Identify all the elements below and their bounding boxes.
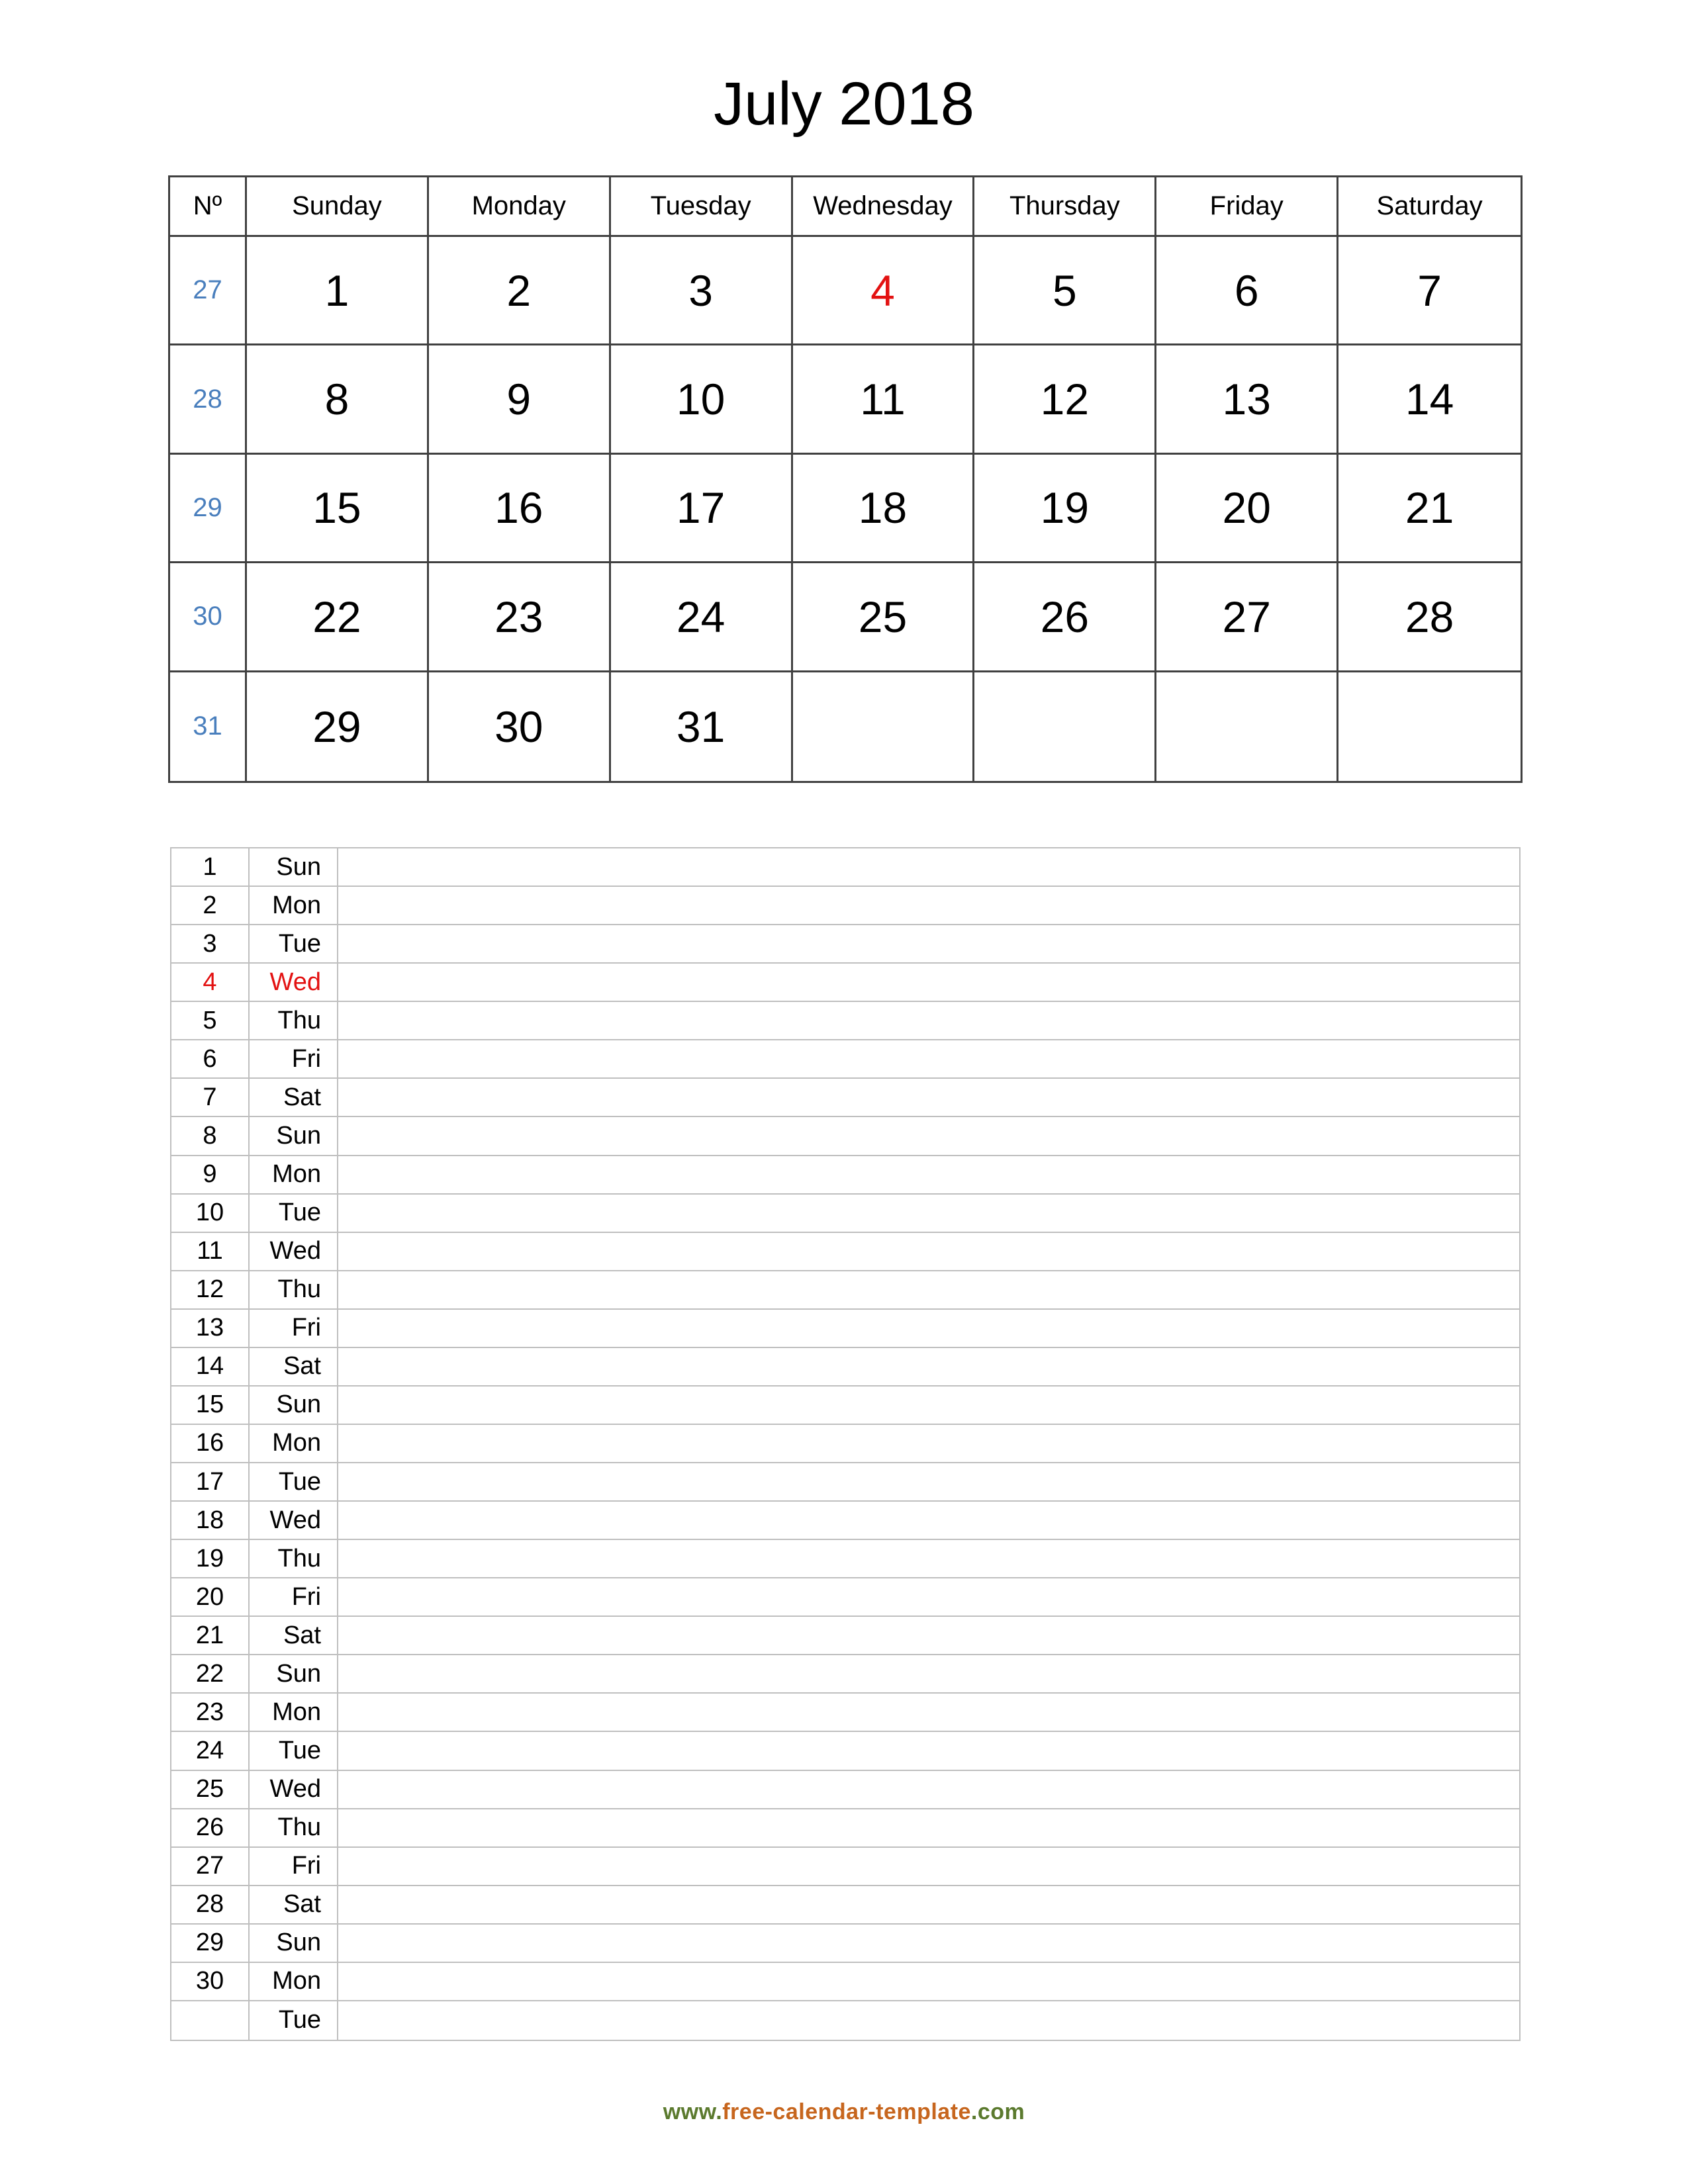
week-number: 31 bbox=[170, 672, 247, 781]
empty-day-cell bbox=[974, 672, 1156, 781]
list-day-number: 19 bbox=[171, 1540, 250, 1578]
list-day-of-week: Sun bbox=[250, 848, 338, 887]
list-day-of-week: Fri bbox=[250, 1310, 338, 1348]
week-number: 29 bbox=[170, 455, 247, 563]
list-day-of-week: Sun bbox=[250, 1655, 338, 1694]
list-day-of-week: Sun bbox=[250, 1925, 338, 1963]
list-day-of-week: Sat bbox=[250, 1079, 338, 1117]
list-note-line[interactable] bbox=[338, 887, 1519, 925]
list-day-of-week: Fri bbox=[250, 1040, 338, 1079]
list-day-number: 9 bbox=[171, 1156, 250, 1195]
list-day-number: 22 bbox=[171, 1655, 250, 1694]
day-cell: 31 bbox=[611, 672, 793, 781]
list-day-number: 29 bbox=[171, 1925, 250, 1963]
list-note-line[interactable] bbox=[338, 1425, 1519, 1463]
list-day-of-week: Thu bbox=[250, 1540, 338, 1578]
day-cell: 25 bbox=[793, 563, 975, 672]
list-note-line[interactable] bbox=[338, 1617, 1519, 1655]
day-cell: 20 bbox=[1156, 455, 1338, 563]
week-number-header: Nº bbox=[170, 177, 247, 237]
daily-notes-list bbox=[170, 847, 1521, 2041]
list-day-number: 13 bbox=[171, 1310, 250, 1348]
empty-day-cell bbox=[1338, 672, 1521, 781]
list-day-number: 28 bbox=[171, 1886, 250, 1925]
list-note-line[interactable] bbox=[338, 1502, 1519, 1540]
day-header-friday: Friday bbox=[1156, 177, 1338, 237]
day-header-saturday: Saturday bbox=[1338, 177, 1521, 237]
day-cell: 22 bbox=[247, 563, 429, 672]
list-day-of-week: Sat bbox=[250, 1348, 338, 1387]
list-note-line[interactable] bbox=[338, 1271, 1519, 1310]
list-day-number: 6 bbox=[171, 1040, 250, 1079]
day-cell: 15 bbox=[247, 455, 429, 563]
list-day-number: 25 bbox=[171, 1771, 250, 1809]
list-note-line[interactable] bbox=[338, 1156, 1519, 1195]
day-header-tuesday: Tuesday bbox=[611, 177, 793, 237]
list-note-line[interactable] bbox=[338, 1348, 1519, 1387]
footer-prefix: www. bbox=[663, 2099, 723, 2124]
day-cell: 18 bbox=[793, 455, 975, 563]
list-day-number: 14 bbox=[171, 1348, 250, 1387]
list-note-line[interactable] bbox=[338, 2001, 1519, 2040]
list-note-line[interactable] bbox=[338, 1655, 1519, 1694]
list-note-line[interactable] bbox=[338, 1310, 1519, 1348]
list-day-of-week: Wed bbox=[250, 1502, 338, 1540]
list-day-of-week: Tue bbox=[250, 2001, 338, 2040]
list-day-number: 12 bbox=[171, 1271, 250, 1310]
list-day-of-week: Sat bbox=[250, 1886, 338, 1925]
list-day-number: 4 bbox=[171, 964, 250, 1002]
day-cell: 24 bbox=[611, 563, 793, 672]
day-cell: 11 bbox=[793, 345, 975, 454]
day-header-monday: Monday bbox=[429, 177, 611, 237]
list-day-number: 8 bbox=[171, 1117, 250, 1156]
day-header-sunday: Sunday bbox=[247, 177, 429, 237]
list-note-line[interactable] bbox=[338, 1463, 1519, 1502]
list-day-number: 21 bbox=[171, 1617, 250, 1655]
list-note-line[interactable] bbox=[338, 1963, 1519, 2001]
list-day-of-week: Wed bbox=[250, 1233, 338, 1271]
list-day-number: 5 bbox=[171, 1002, 250, 1040]
day-cell: 9 bbox=[429, 345, 611, 454]
day-cell: 27 bbox=[1156, 563, 1338, 672]
list-note-line[interactable] bbox=[338, 1848, 1519, 1886]
list-day-of-week: Sat bbox=[250, 1617, 338, 1655]
list-note-line[interactable] bbox=[338, 1040, 1519, 1079]
day-cell: 12 bbox=[974, 345, 1156, 454]
day-cell: 10 bbox=[611, 345, 793, 454]
list-day-number: 16 bbox=[171, 1425, 250, 1463]
list-day-of-week: Fri bbox=[250, 1578, 338, 1617]
day-cell: 19 bbox=[974, 455, 1156, 563]
month-calendar-grid bbox=[168, 175, 1523, 783]
list-note-line[interactable] bbox=[338, 1195, 1519, 1233]
list-note-line[interactable] bbox=[338, 925, 1519, 964]
list-day-of-week: Tue bbox=[250, 1463, 338, 1502]
week-number: 27 bbox=[170, 237, 247, 345]
day-cell: 13 bbox=[1156, 345, 1338, 454]
day-cell: 14 bbox=[1338, 345, 1521, 454]
day-cell: 16 bbox=[429, 455, 611, 563]
list-day-of-week: Tue bbox=[250, 925, 338, 964]
list-day-of-week: Wed bbox=[250, 964, 338, 1002]
day-cell: 5 bbox=[974, 237, 1156, 345]
day-header-wednesday: Wednesday bbox=[793, 177, 975, 237]
list-note-line[interactable] bbox=[338, 1732, 1519, 1770]
day-cell: 2 bbox=[429, 237, 611, 345]
list-day-number: 7 bbox=[171, 1079, 250, 1117]
list-day-of-week: Tue bbox=[250, 1732, 338, 1770]
empty-day-cell bbox=[793, 672, 975, 781]
day-cell: 21 bbox=[1338, 455, 1521, 563]
day-cell: 4 bbox=[793, 237, 975, 345]
list-day-number: 11 bbox=[171, 1233, 250, 1271]
page-title: July 2018 bbox=[714, 70, 974, 138]
list-day-number: 30 bbox=[171, 1963, 250, 2001]
day-cell: 17 bbox=[611, 455, 793, 563]
day-cell: 6 bbox=[1156, 237, 1338, 345]
list-day-of-week: Mon bbox=[250, 1156, 338, 1195]
list-day-number: 10 bbox=[171, 1195, 250, 1233]
list-note-line[interactable] bbox=[338, 1925, 1519, 1963]
list-note-line[interactable] bbox=[338, 1540, 1519, 1578]
list-note-line[interactable] bbox=[338, 1771, 1519, 1809]
day-cell: 30 bbox=[429, 672, 611, 781]
list-note-line[interactable] bbox=[338, 848, 1519, 887]
day-cell: 28 bbox=[1338, 563, 1521, 672]
list-day-number: 23 bbox=[171, 1694, 250, 1732]
list-day-number: 26 bbox=[171, 1809, 250, 1848]
list-note-line[interactable] bbox=[338, 1809, 1519, 1848]
list-day-number: 24 bbox=[171, 1732, 250, 1770]
day-cell: 26 bbox=[974, 563, 1156, 672]
list-day-number: 18 bbox=[171, 1502, 250, 1540]
list-note-line[interactable] bbox=[338, 964, 1519, 1002]
day-header-thursday: Thursday bbox=[974, 177, 1156, 237]
list-day-number: 27 bbox=[171, 1848, 250, 1886]
list-note-line[interactable] bbox=[338, 1578, 1519, 1617]
list-day-of-week: Mon bbox=[250, 1963, 338, 2001]
list-day-number: 3 bbox=[171, 925, 250, 964]
list-day-of-week: Mon bbox=[250, 1425, 338, 1463]
list-day-of-week: Thu bbox=[250, 1809, 338, 1848]
list-day-of-week: Mon bbox=[250, 1694, 338, 1732]
list-day-of-week: Thu bbox=[250, 1002, 338, 1040]
day-cell: 7 bbox=[1338, 237, 1521, 345]
list-day-number: 20 bbox=[171, 1578, 250, 1617]
list-note-line[interactable] bbox=[338, 1387, 1519, 1425]
list-day-number: 1 bbox=[171, 848, 250, 887]
list-day-of-week: Sun bbox=[250, 1117, 338, 1156]
week-number: 30 bbox=[170, 563, 247, 672]
footer-brand: free-calendar-template bbox=[722, 2099, 971, 2124]
footer-suffix: .com bbox=[970, 2099, 1025, 2124]
list-note-line[interactable] bbox=[338, 1117, 1519, 1156]
list-note-line[interactable] bbox=[338, 1079, 1519, 1117]
week-number: 28 bbox=[170, 345, 247, 454]
day-cell: 29 bbox=[247, 672, 429, 781]
list-day-of-week: Fri bbox=[250, 1848, 338, 1886]
list-day-number: 2 bbox=[171, 887, 250, 925]
list-day-number: 15 bbox=[171, 1387, 250, 1425]
list-day-number: 17 bbox=[171, 1463, 250, 1502]
list-day-number bbox=[171, 2001, 250, 2040]
day-cell: 8 bbox=[247, 345, 429, 454]
list-day-of-week: Wed bbox=[250, 1771, 338, 1809]
list-note-line[interactable] bbox=[338, 1002, 1519, 1040]
day-cell: 3 bbox=[611, 237, 793, 345]
footer-website-link[interactable] bbox=[0, 2099, 1688, 2125]
list-day-of-week: Tue bbox=[250, 1195, 338, 1233]
list-day-of-week: Sun bbox=[250, 1387, 338, 1425]
day-cell: 23 bbox=[429, 563, 611, 672]
list-note-line[interactable] bbox=[338, 1694, 1519, 1732]
list-note-line[interactable] bbox=[338, 1886, 1519, 1925]
empty-day-cell bbox=[1156, 672, 1338, 781]
list-day-of-week: Thu bbox=[250, 1271, 338, 1310]
list-day-of-week: Mon bbox=[250, 887, 338, 925]
list-note-line[interactable] bbox=[338, 1233, 1519, 1271]
day-cell: 1 bbox=[247, 237, 429, 345]
